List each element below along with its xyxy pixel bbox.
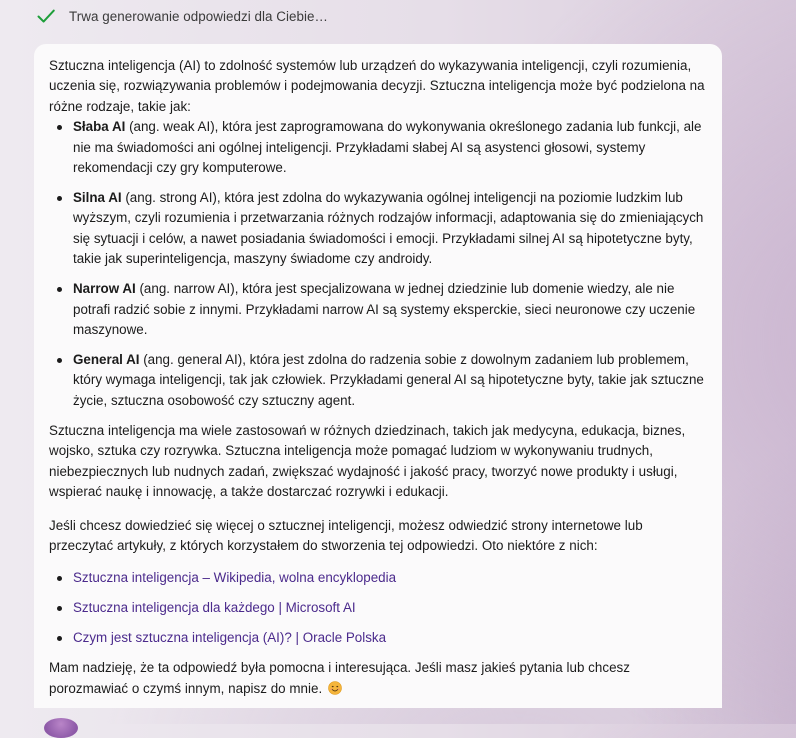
bullet-text: (ang. strong AI), która jest zdolna do wykazywania ogólnej inteligencji na poziomie ludzkim lub wyższym, czyli rozumienia i przetwarzania różnych rodzajów informacji, adaptowania się do zmieniających się sytuacji i celów, a nawet posiadania świadomości i emocji. Przykładami silnej AI są hipotetyczne byty, takie jak superinteligencja, maszyny świadome czy androidy. xyxy=(73,190,704,267)
status-text: Trwa generowanie odpowiedzi dla Ciebie… xyxy=(69,8,328,24)
bullet-term: Silna AI xyxy=(73,190,122,206)
list-item xyxy=(73,350,706,411)
list-item xyxy=(73,568,706,588)
more-info-paragraph: Jeśli chcesz dowiedzieć się więcej o sztucznej inteligencji, możesz odwiedzić strony internetowe lub przeczytać artykuły, z których korzystałem do stworzenia tej odpowiedzi. Oto niektóre z nich: xyxy=(49,517,643,553)
source-link-wikipedia[interactable]: Sztuczna inteligencja – Wikipedia, wolna encyklopedia xyxy=(73,570,397,586)
applications-paragraph: Sztuczna inteligencja ma wiele zastosowań w różnych dziedzinach, takich jak medycyna, edukacja, biznes, wojsko, sztuka czy rozrywka. Sztuczna inteligencja może pomagać ludziom w wykonywaniu trudnych, niebezpiecznych lub nudnych zadań, zwiększać wydajność i jakość pracy, tworzyć nowe produkty i usługi, wspierać naukę i innowację, a także dostarczać rozrywki i edukacji. xyxy=(49,422,686,500)
smiling-face-icon xyxy=(328,681,342,695)
closing-paragraph xyxy=(49,658,706,699)
source-link-oracle[interactable]: Czym jest sztuczna inteligencja (AI)? | Oracle Polska xyxy=(73,630,387,646)
assistant-message xyxy=(34,44,722,708)
bullet-term: Narrow AI xyxy=(73,281,136,297)
list-item xyxy=(73,188,706,270)
bullet-term: Słaba AI xyxy=(73,119,126,135)
check-icon xyxy=(36,6,56,26)
list-item xyxy=(73,628,706,648)
bullet-text: (ang. narrow AI), która jest specjalizowana w jednej dziedzinie lub domenie wiedzy, ale nie potrafi radzić sobie z innymi. Przykładami narrow AI są systemy eksperckie, sieci neuronowe czy uczenie maszynowe. xyxy=(73,281,696,338)
ai-types-list xyxy=(49,117,706,411)
list-item xyxy=(73,279,706,340)
bullet-term: General AI xyxy=(73,352,140,368)
generation-status xyxy=(36,6,328,26)
bullet-text: (ang. general AI), która jest zdolna do radzenia sobie z dowolnym zadaniem lub problemem, który wymaga inteligencji, tak jak człowiek. Przykładami general AI są hipotetyczne byty, takie jak sztuczne życie, sztuczna osobowość czy sztuczny agent. xyxy=(73,352,704,408)
avatar xyxy=(44,718,78,738)
list-item xyxy=(73,598,706,618)
intro-paragraph: Sztuczna inteligencja (AI) to zdolność systemów lub urządzeń do wykazywania inteligencji, czyli rozumienia, uczenia się, rozwiązywania problemów i podejmowania decyzji. Sztuczna inteligencja może być podzielona na różne rodzaje, takie jak: xyxy=(49,58,705,114)
source-links-list xyxy=(49,568,706,648)
bullet-text: (ang. weak AI), która jest zaprogramowana do wykonywania określonego zadania lub funkcji, ale nie ma świadomości ani ogólnej inteligencji. Przykładami słabej AI są asystenci głosowi, systemy rekomendacji czy gry komputerowe. xyxy=(73,119,702,176)
closing-text: Mam nadzieję, że ta odpowiedź była pomocna i interesująca. Jeśli masz jakieś pytania lub chcesz porozmawiać o czymś innym, napisz do mnie. xyxy=(49,660,630,696)
list-item xyxy=(73,117,706,178)
source-link-microsoft[interactable]: Sztuczna inteligencja dla każdego | Microsoft AI xyxy=(73,600,356,616)
